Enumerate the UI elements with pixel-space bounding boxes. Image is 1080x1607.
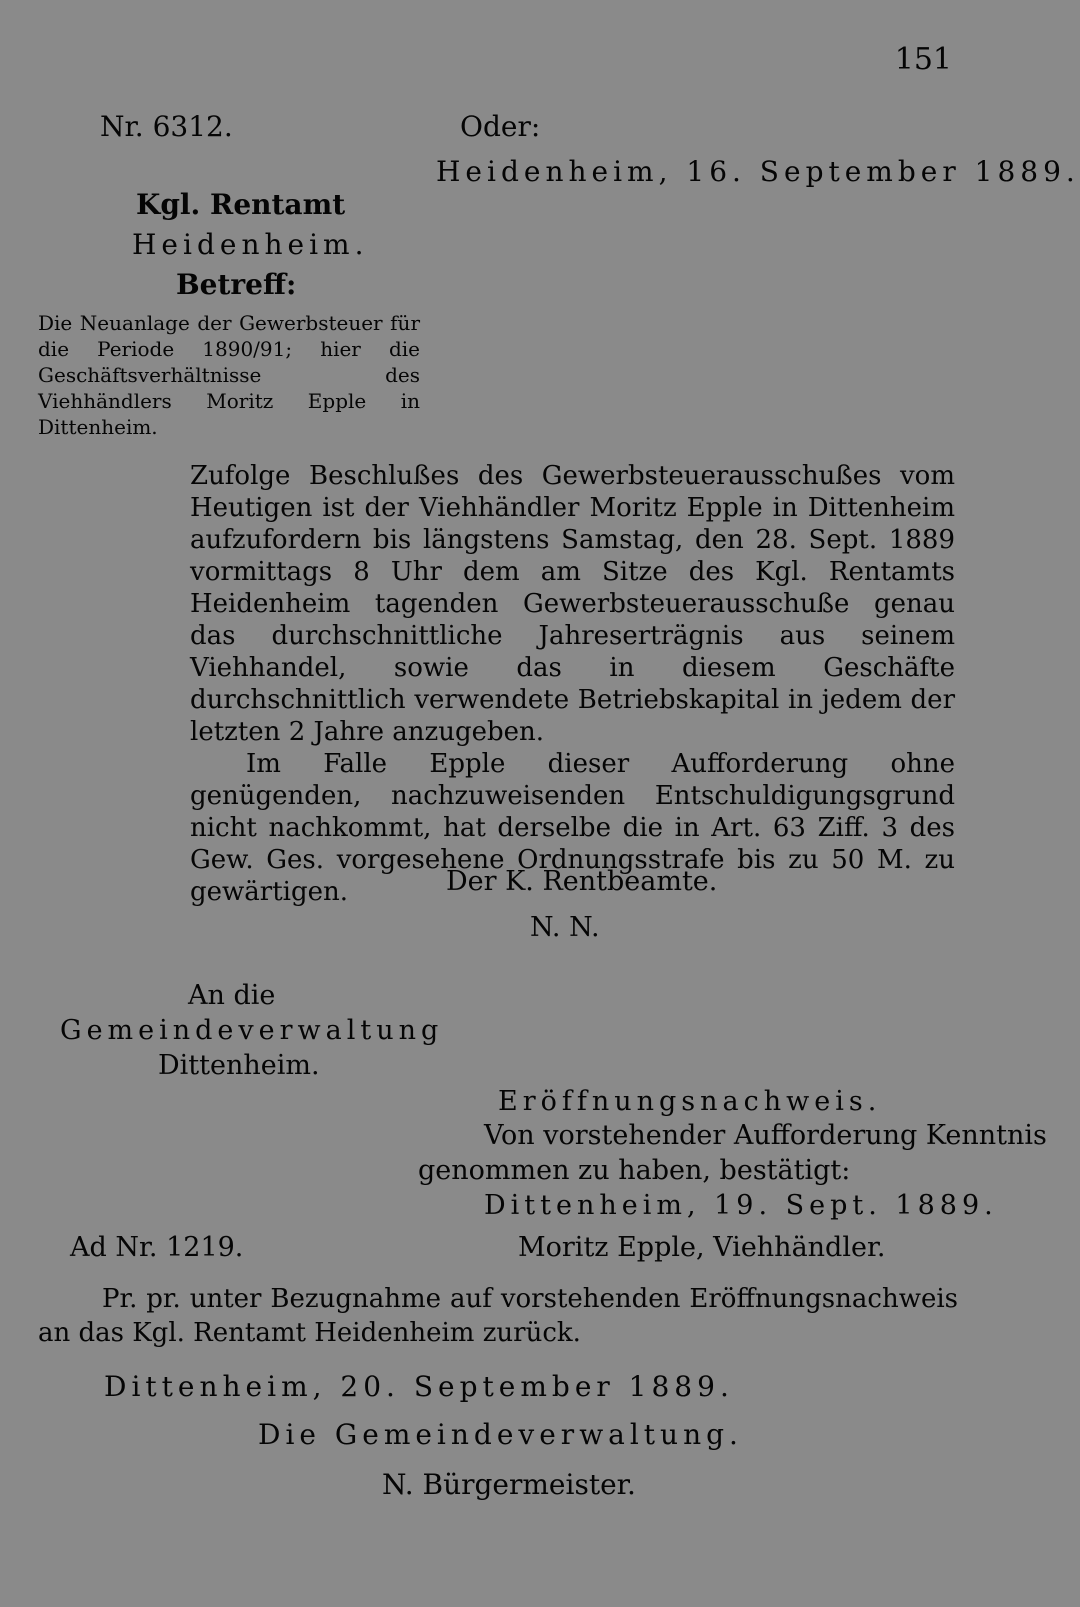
proof-signature: Moritz Epple, Viehhändler. (518, 1232, 886, 1263)
document-number: Nr. 6312. (100, 110, 233, 143)
mayor-signature: N. Bürgermeister. (382, 1468, 636, 1501)
betreff-label: Betreff: (176, 268, 297, 301)
body-paragraph-1: Zufolge Beschlußes des Gewerbsteuerausschußes vom Heutigen ist der Viehhändler Moritz Epple in Dittenheim aufzufordern bis längstens Samstag, den 28. Sept. 1889 vormittags 8 Uhr dem am Sitze des Kgl. Rentamts Heidenheim tagenden Gewerbsteuerausschuße genau das durchschnittliche Jahreserträgnis aus seinem Viehhandel, sowie das in diesem Geschäfte durchschnittlich verwendete Betriebskapital in jedem der letzten 2 Jahre anzugeben. (190, 461, 955, 747)
office-city: Heidenheim. (132, 228, 369, 261)
header-place-date: Heidenheim, 16. September 1889. (436, 155, 1080, 188)
proof-title: Eröffnungsnachweis. (498, 1086, 882, 1117)
betreff-text: Die Neuanlage der Gewerbsteuer für die Periode 1890/91; hier die Geschäftsverhältnisse des Viehhändlers Moritz Epple in Dittenheim. (38, 311, 420, 439)
body-paragraph-2: Im Falle Epple dieser Aufforderung ohne genügenden, nachzuweisenden Entschuldigungsgrund nicht nachkommt, hat derselbe die in Art. 63 Ziff. 3 des Gew. Ges. vorgesehene Ordnungsstrafe bis zu 50 M. zu gewärtigen. (190, 749, 955, 907)
ad-number: Ad Nr. 1219. (70, 1232, 244, 1263)
office-name: Kgl. Rentamt (136, 188, 346, 221)
council-name: Die Gemeindeverwaltung. (258, 1418, 743, 1451)
closing-place-date: Dittenheim, 20. September 1889. (104, 1370, 734, 1403)
oder-label: Oder: (460, 110, 541, 143)
address-line-1: An die (188, 980, 276, 1011)
proof-line-2: genommen zu haben, bestätigt: (418, 1155, 851, 1186)
proof-line-3: Dittenheim, 19. Sept. 1889. (484, 1190, 998, 1221)
letter-body (190, 460, 955, 908)
signature-name: N. N. (530, 912, 600, 943)
proof-line-1: Von vorstehender Aufforderung Kenntnis (484, 1120, 1047, 1151)
page-number: 151 (894, 42, 952, 77)
signature-title: Der K. Rentbeamte. (446, 866, 718, 897)
address-line-3: Dittenheim. (158, 1050, 320, 1081)
address-line-2: Gemeindeverwaltung (60, 1015, 444, 1046)
closing-text: Pr. pr. unter Bezugnahme auf vorstehenden Eröffnungsnachweis an das Kgl. Rentamt Heidenheim zurück. (38, 1284, 958, 1348)
